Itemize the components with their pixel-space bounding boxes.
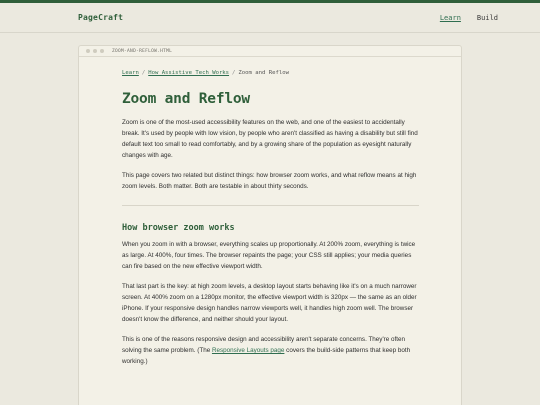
- body-paragraph: [122, 334, 419, 367]
- intro-paragraph-2: This page covers two related but distinct things: how browser zoom works, and what reflow means at high zoom levels. Both matter. Both are testable in about thirty seconds.: [122, 172, 417, 190]
- section-divider: [122, 205, 419, 206]
- section-heading: How browser zoom works: [122, 223, 235, 233]
- intro-paragraph: Zoom is one of the most-used accessibility features on the web, and one of the easiest to accidentally break. It's used by people with low vision, by people who aren't classified as having a disability but still find default text too small to read comfortably, and by a growing share of the population as eyesight naturally changes with age.: [122, 119, 418, 159]
- window-dot-icon: [93, 49, 97, 53]
- brand-logo[interactable]: PageCraft: [78, 13, 124, 22]
- body-paragraph: When you zoom in with a browser, everything scales up proportionally. At 200% zoom, everything is twice as large. At 400%, four times. The browser repaints the page; your CSS still applies; your media queries can fire based on the new effective viewport width.: [122, 241, 416, 270]
- article-content: [122, 70, 419, 367]
- breadcrumb-separator: /: [141, 70, 146, 76]
- breadcrumb-separator: /: [232, 70, 236, 76]
- breadcrumb-current: Zoom and Reflow: [238, 70, 289, 76]
- window-title: ZOOM-AND-REFLOW.HTML: [112, 48, 173, 54]
- window-dot-icon: [86, 49, 90, 53]
- browser-window: [78, 45, 462, 405]
- paragraph-text: covers the build-side patterns that keep both working.): [122, 347, 411, 365]
- page-title: Zoom and Reflow: [122, 91, 250, 107]
- responsive-layouts-link[interactable]: Responsive Layouts page: [211, 347, 285, 354]
- breadcrumb-how-assistive-tech-works[interactable]: How Assistive Tech Works: [148, 70, 230, 76]
- half-moon-icon[interactable]: [514, 13, 524, 23]
- site-nav: [440, 13, 524, 23]
- breadcrumb: [122, 70, 419, 76]
- paragraph-text: This is one of the reasons responsive design and accessibility aren't separate concerns. They're often solving the same problem. (The: [122, 336, 406, 354]
- window-dot-icon: [100, 49, 104, 53]
- nav-learn[interactable]: Learn: [439, 13, 461, 22]
- body-paragraph: That last part is the key: at high zoom levels, a desktop layout starts behaving like it's on a much narrower screen. At 400% zoom on a 1280px monitor, the effective viewport width is 320px — the same as an older iPhone. If your responsive design handles narrow viewports well, it handles high zoom well. The browser doesn't know the difference, and neither should your layout.: [122, 283, 417, 323]
- breadcrumb-learn[interactable]: Learn: [122, 70, 139, 76]
- site-header: [0, 3, 540, 33]
- nav-build[interactable]: Build: [476, 13, 498, 22]
- window-titlebar: [79, 46, 461, 57]
